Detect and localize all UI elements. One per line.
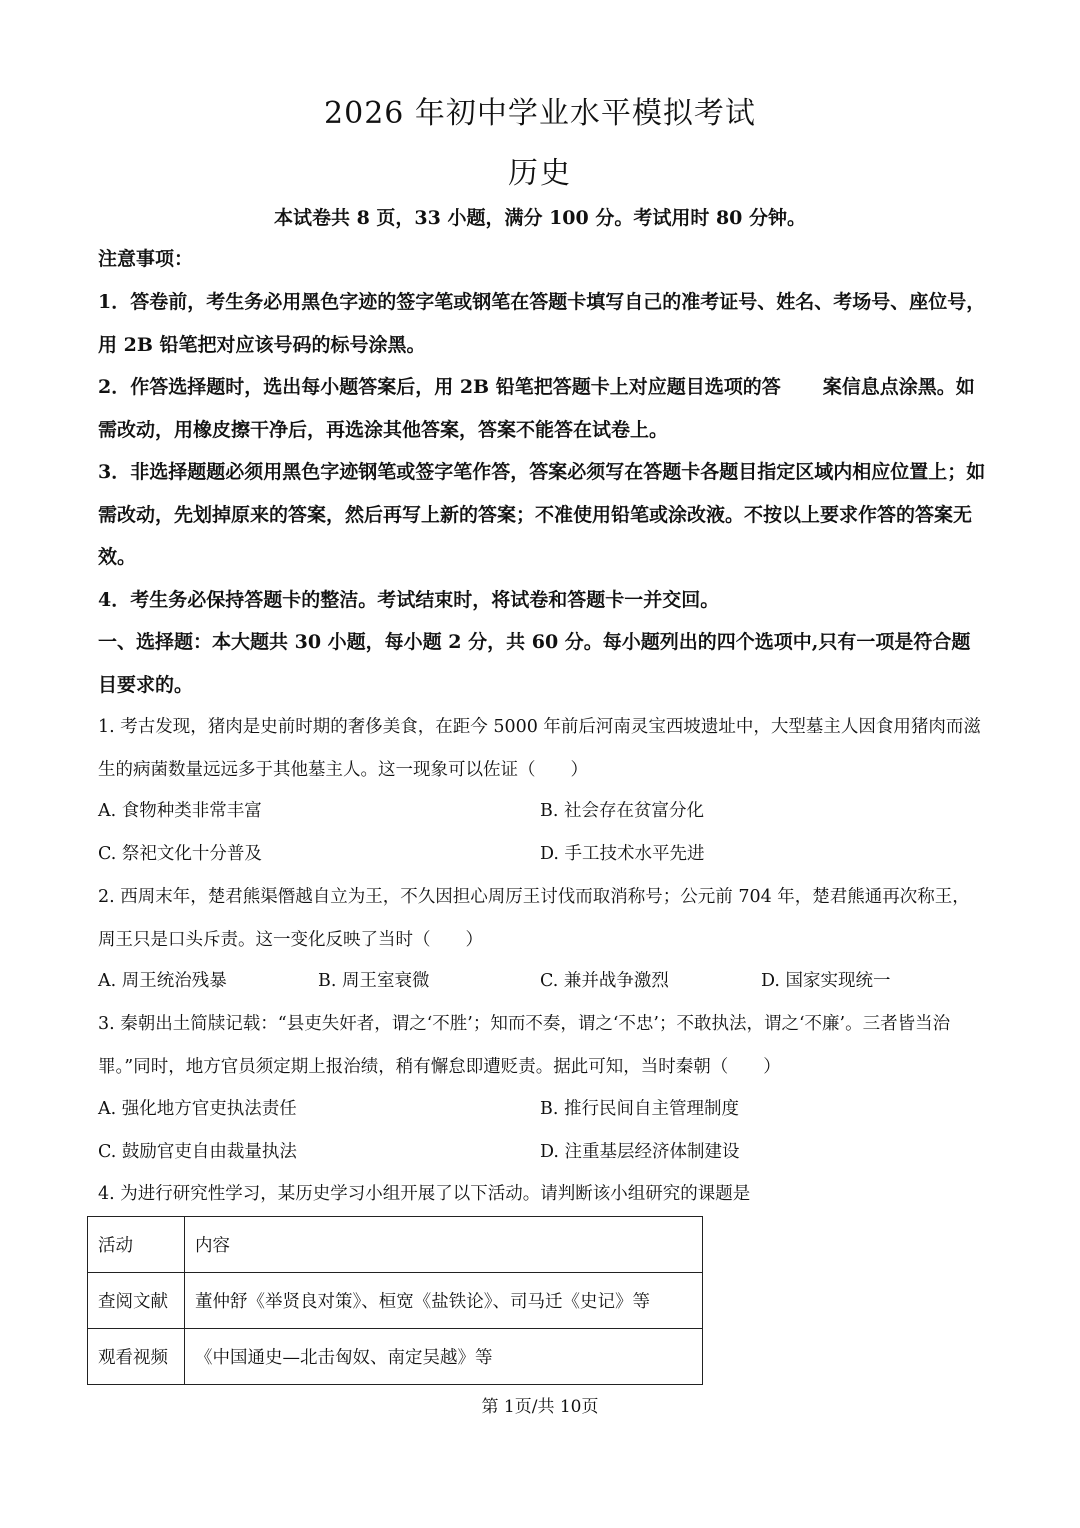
note-item-4: 4．考生务必保持答题卡的整洁。考试结束时，将试卷和答题卡一并交回。 [98, 589, 720, 611]
question-1-option-b[interactable]: B. 社会存在贫富分化 [540, 801, 704, 821]
question-2-option-c[interactable]: C. 兼并战争激烈 [540, 971, 669, 991]
table-row [88, 1273, 703, 1329]
note-item-1: 1．答卷前，考生务必用黑色字迹的签字笔或钢笔在答题卡填写自己的准考证号、姓名、考场号、座位号，用 2B 铅笔把对应该号码的标号涂黑。 [98, 291, 986, 356]
section-1-heading: 一、选择题：本大题共 30 小题，每小题 2 分，共 60 分。每小题列出的四个选项中,只有一项是符合题目要求的。 [98, 631, 971, 696]
note-item-2-part2: 案信息点涂黑。如需改动，用橡皮擦干净后，再选涂其他答案，答案不能答在试卷上。 [98, 376, 975, 441]
table-header-row [88, 1217, 703, 1273]
table-header-content: 内容 [185, 1217, 703, 1273]
table-cell-activity: 查阅文献 [88, 1273, 185, 1329]
note-item-2-part1: 2．作答选择题时，选出每小题答案后，用 2B 铅笔把答题卡上对应题目选项的答 [98, 376, 781, 398]
table-row [88, 1329, 703, 1385]
question-1-stem: 1. 考古发现，猪肉是史前时期的奢侈美食，在距今 5000 年前后河南灵宝西坡遗址中，大型墓主人因食用猪肉而滋生的病菌数量远远多于其他墓主人。这一现象可以佐证（ ） [98, 717, 981, 780]
question-1-option-a[interactable]: A. 食物种类非常丰富 [98, 801, 262, 821]
question-1-option-c[interactable]: C. 祭祀文化十分普及 [98, 844, 262, 864]
exam-title: 2026 年初中学业水平模拟考试 [324, 96, 756, 131]
table-cell-content: 《中国通史—北击匈奴、南定吴越》等 [185, 1329, 703, 1385]
table-cell-content: 董仲舒《举贤良对策》、桓宽《盐铁论》、司马迁《史记》等 [185, 1273, 703, 1329]
table-header-activity: 活动 [88, 1217, 185, 1273]
question-2-stem: 2. 西周末年，楚君熊渠僭越自立为王，不久因担心周厉王讨伐而取消称号；公元前 704 年，楚君熊通再次称王，周王只是口头斥责。这一变化反映了当时（ ） [98, 887, 970, 950]
question-3-option-d[interactable]: D. 注重基层经济体制建设 [540, 1142, 740, 1162]
question-2-option-a[interactable]: A. 周王统治残暴 [98, 971, 227, 991]
question-3-option-a[interactable]: A. 强化地方官吏执法责任 [98, 1099, 297, 1119]
exam-info: 本试卷共 8 页，33 小题，满分 100 分。考试用时 80 分钟。 [273, 207, 807, 229]
subject-title: 历史 [508, 156, 572, 191]
note-item-2 [98, 366, 986, 451]
activity-table [87, 1216, 703, 1385]
page-footer: 第 1页/共 10页 [481, 1397, 599, 1417]
question-4-stem: 4. 为进行研究性学习，某历史学习小组开展了以下活动。请判断该小组研究的课题是 [98, 1184, 751, 1204]
table-cell-activity: 观看视频 [88, 1329, 185, 1385]
question-1-option-d[interactable]: D. 手工技术水平先进 [540, 844, 705, 864]
question-2-option-b[interactable]: B. 周王室衰微 [318, 971, 430, 991]
notes-heading: 注意事项： [98, 248, 194, 270]
question-3-option-b[interactable]: B. 推行民间自主管理制度 [540, 1099, 739, 1119]
note-item-3: 3．非选择题题必须用黑色字迹钢笔或签字笔作答，答案必须写在答题卡各题目指定区域内相应位置上；如需改动，先划掉原来的答案，然后再写上新的答案；不准使用铅笔或涂改液。不按以上要求作答的答案无效。 [98, 461, 986, 568]
question-3-stem: 3. 秦朝出土简牍记载：“县吏失奸者，谓之‘不胜’；知而不奏，谓之‘不忠’；不敢执法，谓之‘不廉’。三者皆当治罪。”同时，地方官员须定期上报治绩，稍有懈怠即遭贬责。据此可知，当时秦朝（ ） [98, 1014, 951, 1077]
question-2-option-d[interactable]: D. 国家实现统一 [761, 971, 891, 991]
question-3-option-c[interactable]: C. 鼓励官吏自由裁量执法 [98, 1142, 297, 1162]
